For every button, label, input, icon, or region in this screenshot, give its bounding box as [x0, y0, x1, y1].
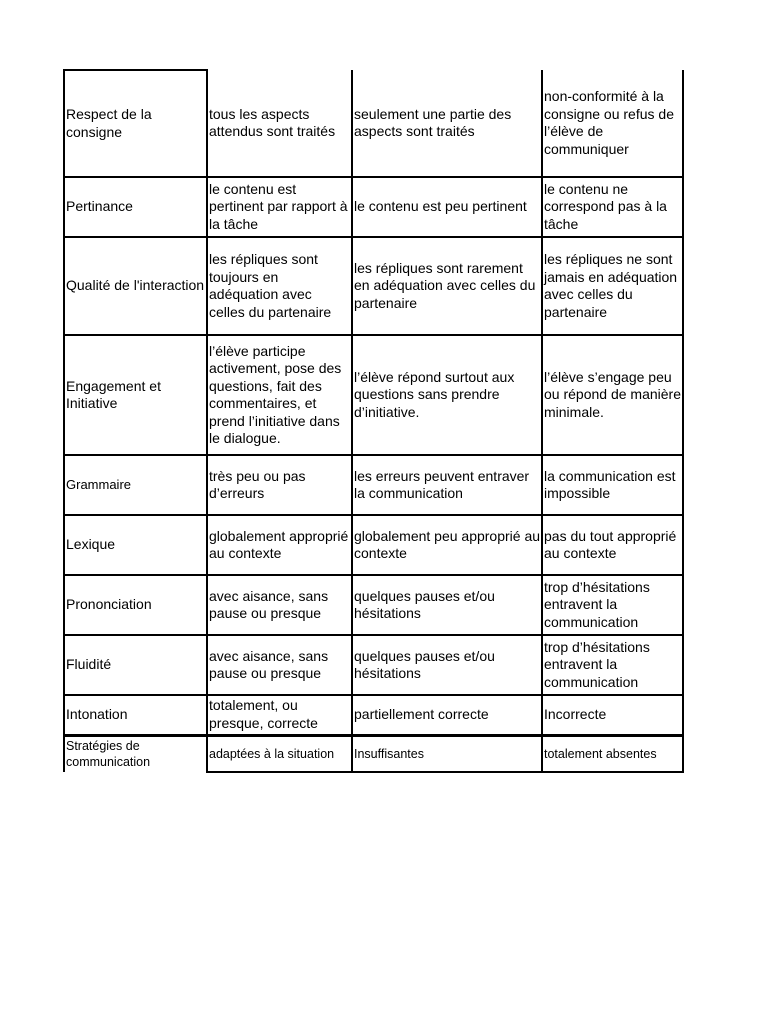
- criterion-cell: Respect de la consigne: [64, 70, 207, 177]
- level-2-cell: l’élève répond surtout aux questions sans prendre d’initiative.: [352, 335, 542, 455]
- level-2-cell: le contenu est peu pertinent: [352, 177, 542, 237]
- rubric-row-lexique: [64, 515, 683, 575]
- level-2-cell: les erreurs peuvent entraver la communication: [352, 455, 542, 515]
- rubric-row-pertinance: [64, 177, 683, 237]
- level-2-cell: quelques pauses et/ou hésitations: [352, 635, 542, 695]
- level-2-cell: les répliques sont rarement en adéquation avec celles du partenaire: [352, 237, 542, 335]
- level-2-cell: Insuffisantes: [352, 735, 542, 772]
- criterion-cell: Prononciation: [64, 575, 207, 635]
- level-2-cell: partiellement correcte: [352, 695, 542, 735]
- rubric-row-grammaire: [64, 455, 683, 515]
- level-1-cell: tous les aspects attendus sont traités: [207, 70, 352, 177]
- criterion-cell: Fluidité: [64, 635, 207, 695]
- rubric-row-qualite-interaction: [64, 237, 683, 335]
- level-3-cell: Incorrecte: [542, 695, 683, 735]
- level-1-cell: les répliques sont toujours en adéquation avec celles du partenaire: [207, 237, 352, 335]
- level-3-cell: pas du tout approprié au contexte: [542, 515, 683, 575]
- criterion-cell: Engagement et Initiative: [64, 335, 207, 455]
- rubric-row-intonation: [64, 695, 683, 735]
- level-3-cell: l’élève s’engage peu ou répond de manière minimale.: [542, 335, 683, 455]
- level-1-cell: globalement approprié au contexte: [207, 515, 352, 575]
- level-3-cell: la communication est impossible: [542, 455, 683, 515]
- criterion-cell: Lexique: [64, 515, 207, 575]
- level-3-cell: trop d’hésitations entravent la communication: [542, 575, 683, 635]
- level-1-cell: totalement, ou presque, correcte: [207, 695, 352, 735]
- level-1-cell: avec aisance, sans pause ou presque: [207, 575, 352, 635]
- rubric-row-engagement-initiative: [64, 335, 683, 455]
- level-1-cell: très peu ou pas d’erreurs: [207, 455, 352, 515]
- evaluation-rubric-table: [63, 69, 684, 773]
- level-3-cell: les répliques ne sont jamais en adéquation avec celles du partenaire: [542, 237, 683, 335]
- level-3-cell: totalement absentes: [542, 735, 683, 772]
- level-2-cell: quelques pauses et/ou hésitations: [352, 575, 542, 635]
- criterion-cell: Qualité de l'interaction: [64, 237, 207, 335]
- level-3-cell: trop d’hésitations entravent la communication: [542, 635, 683, 695]
- rubric-row-prononciation: [64, 575, 683, 635]
- level-2-cell: seulement une partie des aspects sont traités: [352, 70, 542, 177]
- criterion-cell: Pertinance: [64, 177, 207, 237]
- criterion-cell: Grammaire: [64, 455, 207, 515]
- level-2-cell: globalement peu approprié au contexte: [352, 515, 542, 575]
- level-3-cell: le contenu ne correspond pas à la tâche: [542, 177, 683, 237]
- level-1-cell: le contenu est pertinent par rapport à la tâche: [207, 177, 352, 237]
- level-1-cell: avec aisance, sans pause ou presque: [207, 635, 352, 695]
- rubric-row-strategies-communication: [64, 735, 683, 772]
- rubric-row-respect-consigne: [64, 70, 683, 177]
- criterion-cell: Stratégies de communication: [64, 735, 207, 772]
- level-1-cell: l’élève participe activement, pose des questions, fait des commentaires, et prend l’initiative dans le dialogue.: [207, 335, 352, 455]
- rubric-row-fluidite: [64, 635, 683, 695]
- criterion-cell: Intonation: [64, 695, 207, 735]
- level-3-cell: non-conformité à la consigne ou refus de l’élève de communiquer: [542, 70, 683, 177]
- level-1-cell: adaptées à la situation: [207, 735, 352, 772]
